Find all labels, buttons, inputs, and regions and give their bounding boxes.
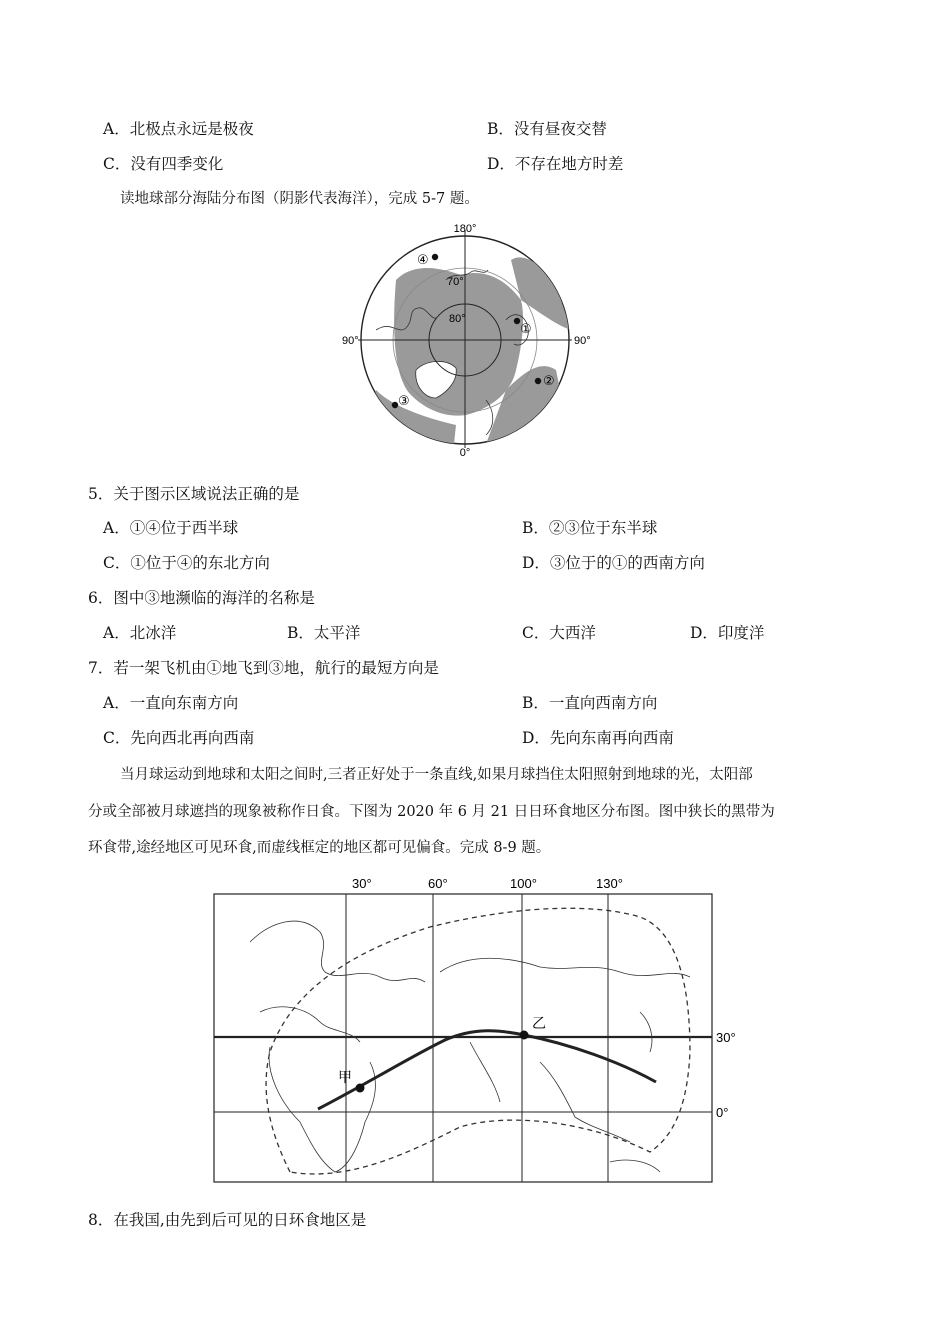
label-0: 0° (459, 447, 471, 459)
point-yi-label: 乙 (532, 1015, 546, 1031)
point-jia-label: 甲 (338, 1069, 352, 1085)
eclipse-map (210, 872, 750, 1192)
label-90-left: 90° (342, 335, 359, 347)
q6-option-a: A．北冰洋 (103, 624, 177, 642)
q7-option-a: A．一直向东南方向 (103, 694, 239, 712)
label-80: 80° (449, 313, 466, 325)
q6-option-d: D．印度洋 (690, 624, 765, 642)
q6-stem: 6．图中③地濒临的海洋的名称是 (88, 589, 315, 607)
q5-option-a: A．①④位于西半球 (103, 519, 239, 537)
q5-option-d: D．③位于的①的西南方向 (522, 554, 705, 572)
intro-5-7: 读地球部分海陆分布图（阴影代表海洋），完成 5-7 题。 (120, 191, 479, 207)
q8-stem: 8．在我国,由先到后可见的日环食地区是 (88, 1211, 367, 1229)
label-lon-60: 60° (428, 876, 448, 891)
q7-option-c: C．先向西北再向西南 (103, 729, 255, 747)
label-lat-0: 0° (716, 1105, 729, 1120)
point-4-label: ④ (417, 252, 429, 267)
intro-8-9-line1: 当月球运动到地球和太阳之间时,三者正好处于一条直线,如果月球挡住太阳照射到地球的光，太阳部 (120, 767, 753, 783)
point-2-dot (535, 378, 541, 384)
q4-option-c: C．没有四季变化 (103, 155, 224, 173)
q7-option-b: B．一直向西南方向 (522, 694, 658, 712)
label-lon-130: 130° (596, 876, 623, 891)
q6-option-c: C．大西洋 (522, 624, 596, 642)
q7-stem: 7．若一架飞机由①地飞到③地，航行的最短方向是 (88, 659, 439, 677)
polar-map (336, 220, 598, 460)
q5-option-b: B．②③位于东半球 (522, 519, 658, 537)
q4-option-d: D．不存在地方时差 (487, 155, 624, 173)
label-90-right: 90° (574, 335, 591, 347)
intro-8-9-line3: 环食带,途经地区可见环食,而虚线框定的地区都可见偏食。完成 8-9 题。 (88, 840, 551, 856)
point-1-label: ① (520, 321, 532, 336)
label-70: 70° (447, 276, 464, 288)
point-2-label: ② (543, 373, 555, 388)
label-180: 180° (453, 223, 477, 235)
q7-option-d: D．先向东南再向西南 (522, 729, 674, 747)
label-lon-30: 30° (352, 876, 372, 891)
q6-option-b: B．太平洋 (287, 624, 361, 642)
label-lat-30: 30° (716, 1030, 736, 1045)
q5-stem: 5．关于图示区域说法正确的是 (88, 485, 300, 503)
point-4-dot (432, 254, 438, 260)
q5-option-c: C．①位于④的东北方向 (103, 554, 270, 572)
q4-option-a: A．北极点永远是极夜 (103, 120, 254, 138)
point-3-label: ③ (398, 393, 410, 408)
point-jia-dot (356, 1084, 365, 1093)
q4-option-b: B．没有昼夜交替 (487, 120, 607, 138)
intro-8-9-line2: 分或全部被月球遮挡的现象被称作日食。下图为 2020 年 6 月 21 日日环食地区分布图。图中狭长的黑带为 (88, 804, 775, 820)
label-lon-100: 100° (510, 876, 537, 891)
point-yi-dot (520, 1031, 529, 1040)
